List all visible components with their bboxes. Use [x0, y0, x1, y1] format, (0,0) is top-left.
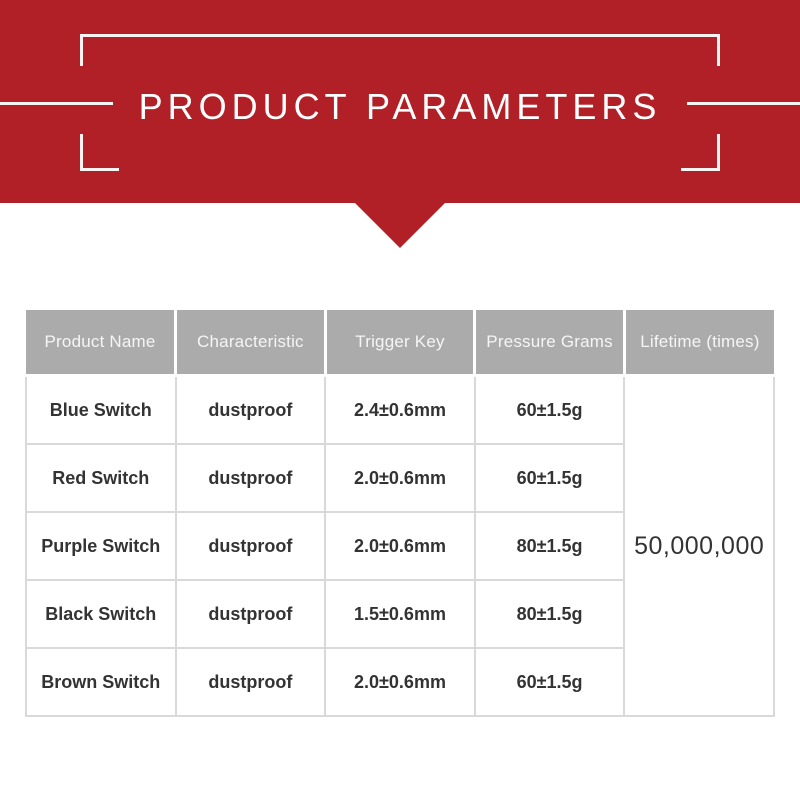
pressure-grams-cell: 60±1.5g — [475, 444, 625, 512]
product-name-cell: Brown Switch — [26, 648, 176, 716]
trigger-key-cell: 2.0±0.6mm — [325, 512, 475, 580]
header-pressure-grams: Pressure Grams — [475, 310, 625, 376]
table-header-row — [26, 310, 774, 376]
banner — [0, 0, 800, 203]
frame-top-line — [80, 34, 720, 37]
characteristic-cell: dustproof — [176, 648, 326, 716]
characteristic-cell: dustproof — [176, 580, 326, 648]
frame-bottom-left-horizontal — [80, 168, 119, 171]
pressure-grams-cell: 80±1.5g — [475, 580, 625, 648]
parameters-table — [25, 310, 775, 717]
frame-bottom-right-vertical — [717, 134, 720, 171]
frame-bottom-left-vertical — [80, 134, 83, 171]
table-row — [26, 376, 774, 445]
trigger-key-cell: 1.5±0.6mm — [325, 580, 475, 648]
characteristic-cell: dustproof — [176, 444, 326, 512]
frame-top-left-stub — [80, 34, 83, 66]
frame-top-right-stub — [717, 34, 720, 66]
header-lifetime: Lifetime (times) — [624, 310, 774, 376]
header-trigger-key: Trigger Key — [325, 310, 475, 376]
pressure-grams-cell: 80±1.5g — [475, 512, 625, 580]
product-name-cell: Red Switch — [26, 444, 176, 512]
page-title: PRODUCT PARAMETERS — [138, 86, 662, 127]
product-name-cell: Black Switch — [26, 580, 176, 648]
banner-pointer-triangle — [355, 203, 445, 248]
trigger-key-cell: 2.0±0.6mm — [325, 648, 475, 716]
characteristic-cell: dustproof — [176, 376, 326, 445]
frame-bottom-right-horizontal — [681, 168, 720, 171]
trigger-key-cell: 2.0±0.6mm — [325, 444, 475, 512]
header-product-name: Product Name — [26, 310, 176, 376]
header-characteristic: Characteristic — [176, 310, 326, 376]
trigger-key-cell: 2.4±0.6mm — [325, 376, 475, 445]
product-name-cell: Purple Switch — [26, 512, 176, 580]
product-name-cell: Blue Switch — [26, 376, 176, 445]
pressure-grams-cell: 60±1.5g — [475, 376, 625, 445]
characteristic-cell: dustproof — [176, 512, 326, 580]
lifetime-merged-cell: 50,000,000 — [624, 376, 774, 717]
pressure-grams-cell: 60±1.5g — [475, 648, 625, 716]
